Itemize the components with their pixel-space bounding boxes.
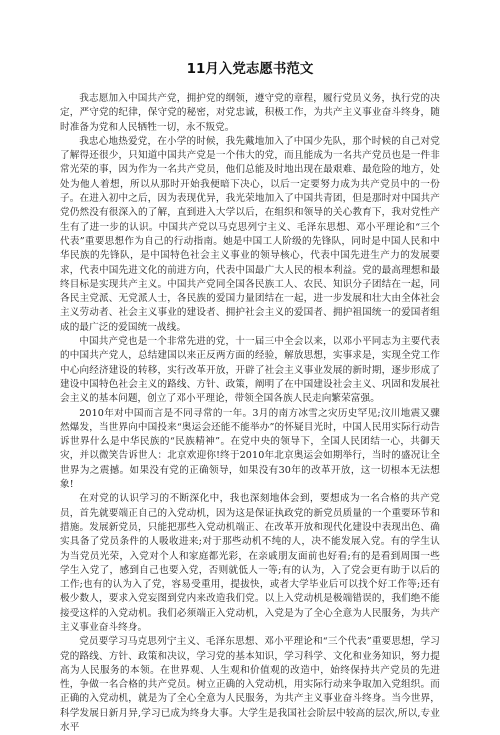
document-body — [60, 92, 440, 735]
paragraph: 在对党的认识学习的不断深化中，我也深刻地体会到，要想成为一名合格的共产党员，首先就要端正自己的入党动机，因为这是保证执政党的新党员质量的一个重要环节和措施。发展新党员，只能把那些入党动机端正、在改革开放和现代化建设中表现出色、确实具备了党员条件的人吸收进来;对于那些动机不纯的人，决不能发展入党。有的学生认为当党员光荣，入党对个人和家庭都光彩，在亲戚朋友面前也好看;有的是看到周围一些学生入党了，感到自己也要入党，否则就低人一等;有的认为，入了党会更有助于以后的工作;也有的认为入了党，容易受重用，提拔快，或者大学毕业后可以找个好工作等;还有极少数人，要求入党妄图到党内来改造我们党。以上入党动机是极端错误的，我们绝不能接受这样的入党动机。我们必须端正入党动机，入党是为了全心全意为人民服务，为共产主义事业奋斗终身。 — [60, 493, 440, 633]
paragraph: 党员要学习马克思列宁主义、毛泽东思想、邓小平理论和“三个代表”重要思想，学习党的路线、方针、政策和决议，学习党的基本知识，学习科学、文化和业务知识，努力提高为人民服务的本领。在世界观、人生观和价值观的改造中，始终保持共产党员的先进性，争做一名合格的共产党员。树立正确的入党动机，用实际行动来争取加入党组织。而正确的入党动机，就是为了全心全意为人民服务，为共产主义事业奋斗终身。当今世界，科学发展日新月异,学习已成为终身大事。大学生是我国社会阶层中较高的层次,所以,专业水平 — [60, 636, 440, 734]
paragraph: 我志愿加入中国共产党，拥护党的纲领，遵守党的章程，履行党员义务，执行党的决定，严守党的纪律，保守党的秘密，对党忠诚，积极工作，为共产主义事业奋斗终身，随时准备为党和人民牺牲一切，永不叛党。 — [60, 93, 440, 133]
paragraph: 中国共产党也是一个非常先进的党，十一届三中全会以来，以邓小平同志为主要代表的中国共产党人，总结建国以来正反两方面的经验，解放思想，实事求是，实现全党工作中心向经济建设的转移，实行改革开放，开辟了社会主义事业发展的新时期，逐步形成了建设中国特色社会主义的路线、方针、政策，阐明了在中国建设社会主义、巩固和发展社会主义的基本问题，创立了邓小平理论，带领全国各族人民走向繁荣富强。 — [60, 336, 440, 405]
page-title: 11月入党志愿书范文 — [186, 61, 314, 77]
paragraph: 2010年对中国而言是不同寻常的一年。3月的南方冰雪之灾历史罕见;汶川地震又骤然爆发，当世界向中国投来“奥运会还能不能举办”的怀疑目光时，中国人民用实际行动告诉世界什么是中华民族的“民族精神”。在党中央的领导下，全国人民团结一心，共御天灾，并以微笑告诉世人：北京欢迎你!终于2010年北京奥运会如期举行，当时的盛况让全世界为之震撼。如果没有党的正确领导，如果没有30年的改革开放，这一切根本无法想象! — [60, 407, 440, 491]
paragraph: 我忠心地热爱党，在小学的时候，我先戴地加入了中国少先队，那个时候的自己对党了解得还很少，只知道中国共产党是一个伟大的党，而且能成为一名共产党员也是一件非常光荣的事，因为作为一名共产党员，他们总能及时地出现在最艰难、最危险的地方，处处为他人着想，所以从那时开始我便暗下决心，以后一定要努力成为共产党员中的一份子。在进入初中之后，因为表现优异，我光荣地加入了中国共青团，但是那时对中国共产党仍然没有很深入的了解，直到进入大学以后，在组织和领导的关心教育下，我对党性产生有了进一步的认识。中国共产党以马克思列宁主义、毛泽东思想、邓小平理论和“三个代表”重要思想作为自己的行动指南。她是中国工人阶级的先锋队，同时是中国人民和中华民族的先锋队，是中国特色社会主义事业的领导核心，代表中国先进生产力的发展要求，代表中国先进文化的前进方向，代表中国最广大人民的根本利益。党的最高理想和最终目标是实现共产主义。中国共产党同全国各民族工人、农民、知识分子团结在一起，同各民主党派、无党派人士，各民族的爱国力量团结在一起，进一步发展和壮大由全体社会主义劳动者、社会主义事业的建设者、拥护社会主义的爱国者、拥护祖国统一的爱国者组成的最广泛的爱国统一战线。 — [60, 135, 440, 333]
